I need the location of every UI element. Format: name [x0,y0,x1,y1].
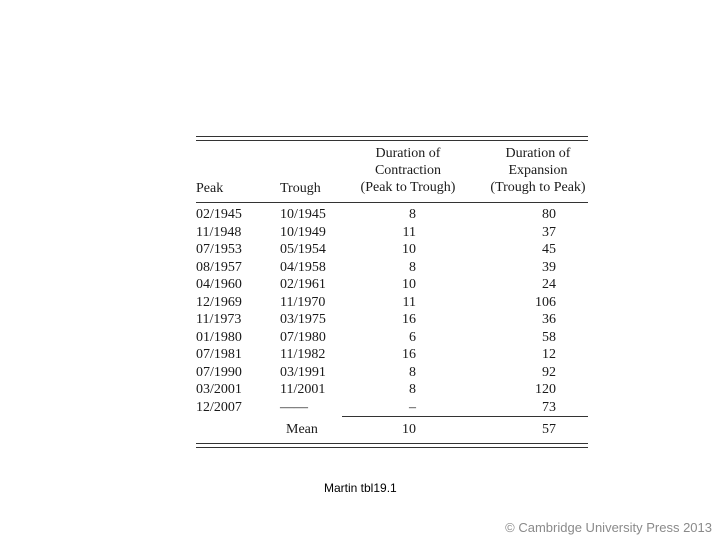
cell-peak: 11/1948 [196,224,242,240]
table-body [196,206,588,416]
cell-expansion: 24 [542,277,556,292]
header-peak: Peak [196,181,224,196]
cell-expansion: 45 [542,242,556,257]
table-row [196,259,588,277]
cell-peak: 12/2007 [196,399,242,415]
cell-peak: 03/2001 [196,382,242,397]
cell-peak: 12/1969 [196,294,242,310]
cell-expansion: 106 [535,294,556,310]
cell-expansion: 80 [542,207,556,222]
cell-trough: 05/1954 [280,242,326,257]
cell-contraction: 8 [409,259,416,275]
cell-contraction: 16 [402,347,416,362]
header-expansion-line-3: (Trough to Peak) [490,180,586,195]
cell-peak: 11/1973 [196,312,242,327]
header-contraction-line-2: Contraction [374,163,442,178]
mean-row [196,421,588,439]
cell-peak: 07/1990 [196,364,242,380]
business-cycle-table [196,136,588,452]
cell-trough: 10/1945 [280,207,326,222]
table-caption: Martin tbl19.1 [324,481,397,495]
copyright-notice: © Cambridge University Press 2013 [505,520,712,535]
mean-label: Mean [286,422,318,437]
cell-contraction: 16 [402,312,416,327]
table-row [196,364,588,382]
cell-contraction: 11 [402,294,416,310]
cell-trough: 04/1958 [280,259,326,275]
table-row [196,206,588,224]
header-expansion [486,145,590,196]
table-bottom-rule [196,443,588,444]
cell-peak: 01/1980 [196,329,242,345]
cell-trough: 11/2001 [280,382,326,397]
cell-expansion: 12 [542,347,556,362]
cell-trough: 03/1975 [280,312,326,327]
cell-contraction: 8 [409,207,416,222]
cell-contraction: 8 [409,364,416,380]
cell-trough: —— [280,399,308,415]
table-row [196,311,588,329]
header-bottom-rule [196,202,588,203]
cell-trough: 11/1982 [280,347,326,362]
cell-trough: 02/1961 [280,277,326,292]
table-bottom-rule-inner [196,447,588,448]
table-row [196,294,588,312]
cell-expansion: 39 [542,259,556,275]
cell-contraction: 8 [409,382,416,397]
table-row [196,329,588,347]
cell-expansion: 92 [542,364,556,380]
cell-peak: 02/1945 [196,207,242,222]
table-row [196,276,588,294]
cell-contraction: 6 [409,329,416,345]
cell-trough: 03/1991 [280,364,326,380]
header-expansion-line-1: Duration of [505,146,571,161]
cell-expansion: 73 [542,399,556,415]
mean-contraction: 10 [402,422,416,437]
cell-trough: 10/1949 [280,224,326,240]
mean-expansion: 57 [542,422,556,437]
table-top-rule [196,136,588,137]
cell-contraction: 10 [402,277,416,292]
cell-contraction: 10 [402,242,416,257]
header-trough: Trough [280,181,321,196]
mean-separator-rule [342,416,588,417]
cell-expansion: 36 [542,312,556,327]
table-top-rule-inner [196,140,588,141]
header-contraction-line-1: Duration of [375,146,441,161]
cell-contraction: – [409,399,416,415]
table-row [196,346,588,364]
table-row [196,241,588,259]
cell-expansion: 58 [542,329,556,345]
cell-peak: 07/1981 [196,347,242,362]
cell-trough: 11/1970 [280,294,326,310]
cell-contraction: 11 [402,224,416,240]
cell-expansion: 37 [542,224,556,240]
header-contraction-line-3: (Peak to Trough) [360,180,456,195]
cell-peak: 08/1957 [196,259,242,275]
table-row [196,224,588,242]
cell-trough: 07/1980 [280,329,326,345]
cell-peak: 07/1953 [196,242,242,257]
table-row [196,381,588,399]
table-row [196,399,588,417]
cell-peak: 04/1960 [196,277,242,292]
header-contraction [356,145,460,196]
cell-expansion: 120 [535,382,556,397]
header-expansion-line-2: Expansion [508,163,568,178]
